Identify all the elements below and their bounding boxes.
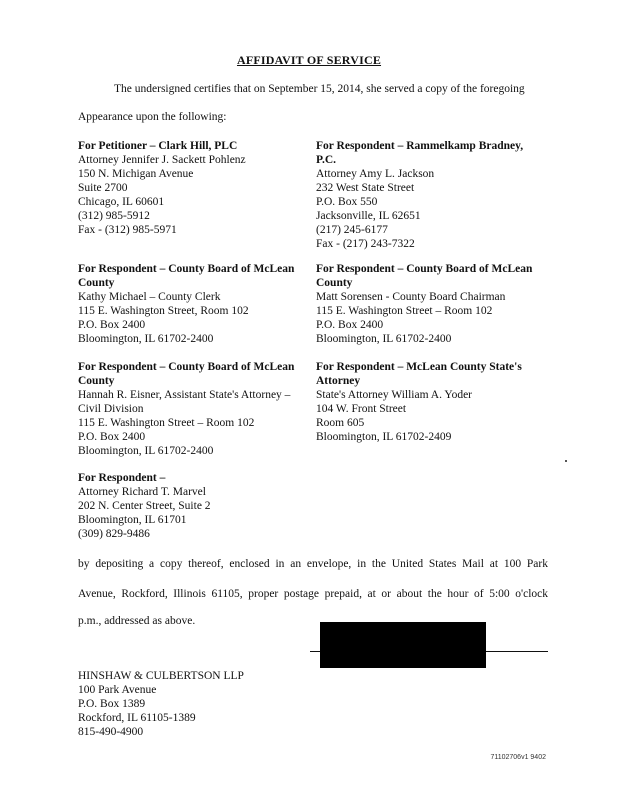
block-heading-cont: County [78, 277, 115, 289]
block-line: 115 E. Washington Street – Room 102 [316, 305, 493, 317]
block-line: Kathy Michael – County Clerk [78, 291, 221, 303]
firm-po-box: P.O. Box 1389 [78, 698, 146, 710]
firm-phone: 815-490-4900 [78, 726, 144, 738]
block-heading: For Respondent – Rammelkamp Bradney, [316, 140, 524, 152]
block-line: Civil Division [78, 403, 144, 415]
block-line: P.O. Box 2400 [78, 319, 146, 331]
firm-city: Rockford, IL 61105-1389 [78, 712, 196, 724]
closing-line-3: p.m., addressed as above. [78, 615, 196, 627]
block-line: (309) 829-9486 [78, 528, 150, 540]
block-line: Fax - (217) 243-7322 [316, 238, 415, 250]
block-line: Bloomington, IL 61702-2400 [78, 445, 214, 457]
block-line: 202 N. Center Street, Suite 2 [78, 500, 211, 512]
block-heading: For Respondent – County Board of McLean [78, 361, 295, 373]
block-line: Suite 2700 [78, 182, 128, 194]
firm-street: 100 Park Avenue [78, 684, 157, 696]
document-id: 71102706v1 9402 [490, 754, 546, 761]
block-line: 115 E. Washington Street, Room 102 [78, 305, 249, 317]
block-heading: For Respondent – McLean County State's [316, 361, 522, 373]
block-line: (312) 985-5912 [78, 210, 150, 222]
block-line: Chicago, IL 60601 [78, 196, 165, 208]
closing-line-1: by depositing a copy thereof, enclosed in an envelope, in the United States Mail at 100 Park [78, 558, 548, 570]
intro-paragraph: The undersigned certifies that on September 15, 2014, she served a copy of the foregoing [114, 83, 525, 95]
document-title: AFFIDAVIT OF SERVICE [236, 53, 382, 67]
service-block-board-chairman [316, 262, 552, 346]
block-line: Hannah R. Eisner, Assistant State's Attorney – [78, 389, 291, 401]
intro-continuation: Appearance upon the following: [78, 111, 227, 123]
block-line: Fax - (312) 985-5971 [78, 224, 177, 236]
block-line: (217) 245-6177 [316, 224, 388, 236]
block-line: Bloomington, IL 61702-2409 [316, 431, 452, 443]
block-heading-cont: Attorney [316, 375, 361, 387]
block-line: 104 W. Front Street [316, 403, 407, 415]
block-line: Attorney Amy L. Jackson [316, 168, 435, 180]
service-block-marvel [78, 471, 304, 541]
block-line: Bloomington, IL 61701 [78, 514, 187, 526]
block-line: 150 N. Michigan Avenue [78, 168, 194, 180]
block-line: P.O. Box 2400 [316, 319, 384, 331]
block-heading-cont: County [78, 375, 115, 387]
block-line: State's Attorney William A. Yoder [316, 389, 473, 401]
block-line: Room 605 [316, 417, 365, 429]
firm-address-block [78, 669, 244, 739]
block-heading-cont: P.C. [316, 154, 337, 166]
firm-name: HINSHAW & CULBERTSON LLP [78, 670, 244, 682]
block-heading-cont: County [316, 277, 353, 289]
block-line: Attorney Jennifer J. Sackett Pohlenz [78, 154, 246, 166]
block-heading: For Respondent – County Board of McLean [78, 263, 295, 275]
block-heading: For Petitioner – Clark Hill, PLC [78, 140, 238, 152]
block-line: 115 E. Washington Street – Room 102 [78, 417, 255, 429]
service-block-rammelkamp [316, 139, 552, 251]
service-block-asst-states-attorney [78, 360, 304, 458]
block-line: Attorney Richard T. Marvel [78, 486, 206, 498]
block-line: Bloomington, IL 61702-2400 [78, 333, 214, 345]
block-line: Jacksonville, IL 62651 [316, 210, 421, 222]
service-block-county-clerk [78, 262, 304, 346]
closing-line-2: Avenue, Rockford, Illinois 61105, proper postage prepaid, at or about the hour of 5:00 o'clock [78, 588, 548, 600]
block-line: Bloomington, IL 61702-2400 [316, 333, 452, 345]
block-line: P.O. Box 2400 [78, 431, 146, 443]
redacted-signature [320, 622, 486, 668]
service-block-petitioner [78, 139, 304, 237]
block-line: Matt Sorensen - County Board Chairman [316, 291, 506, 303]
stray-mark [565, 460, 567, 462]
block-heading: For Respondent – County Board of McLean [316, 263, 533, 275]
block-line: 232 West State Street [316, 182, 415, 194]
block-line: P.O. Box 550 [316, 196, 378, 208]
block-heading: For Respondent – [78, 472, 166, 484]
service-block-states-attorney [316, 360, 552, 444]
